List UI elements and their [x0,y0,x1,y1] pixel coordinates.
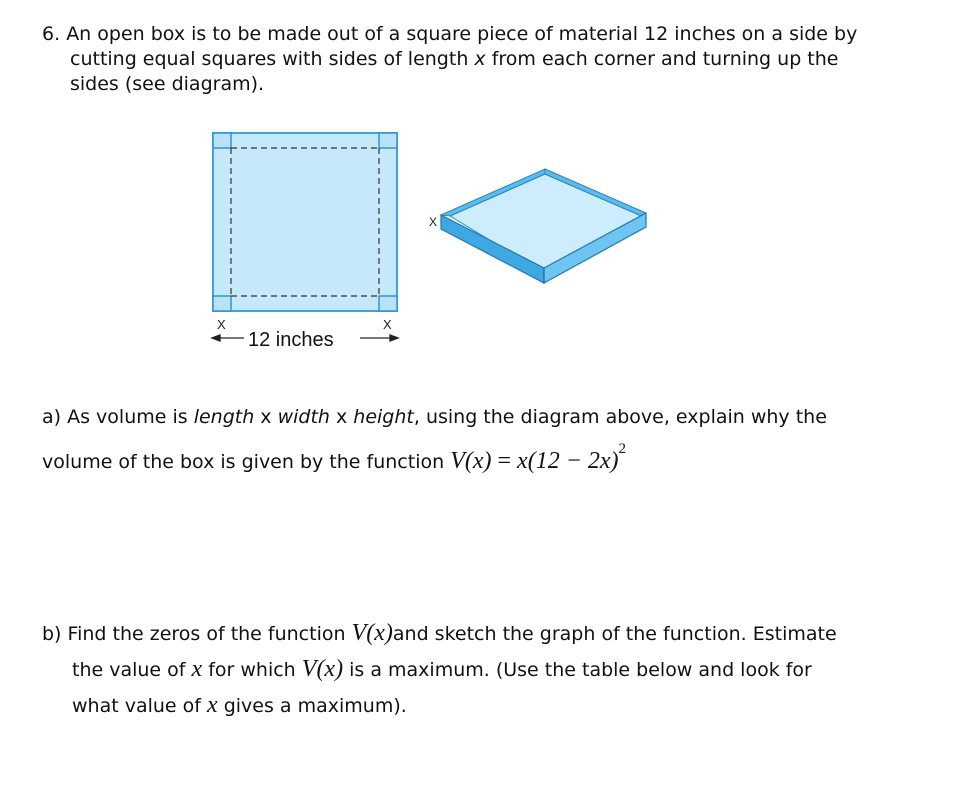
formula-equals: = [491,448,518,474]
word-length: length [193,406,255,428]
function-v-2 [302,656,343,682]
corner-square-tr [379,133,397,148]
open-box [441,169,646,283]
var-x-1: x [191,656,203,682]
fn-v-1: V [351,620,367,646]
times-2: x [329,406,354,428]
part-a-line-2 [42,436,922,481]
word-width: width [277,406,330,428]
corner-square-bl [213,296,231,311]
intro-line-2a: cutting equal squares with sides of length [70,48,475,70]
times-1: x [254,406,278,428]
formula-v: V [450,448,465,474]
formula-exponent: 2 [618,441,627,457]
formula-arg: (x) [464,448,492,474]
corner-label-right: X [383,317,392,332]
part-b-label: b) [42,623,62,645]
question-intro [42,22,922,97]
fn-arg-1: (x) [366,620,393,646]
part-b-text-1a: Find the zeros of the function [67,623,352,645]
side-length-label: 12 inches [248,329,334,351]
intro-line-1: An open box is to be made out of a square piece of material 12 inches on a side by [66,23,858,45]
formula-paren: (12 − 2x) [527,448,619,474]
intro-line-3: sides (see diagram). [70,73,265,95]
question-6 [42,22,922,97]
part-b-text-2b: for which [202,659,302,681]
part-a-line-1 [42,398,922,436]
part-b-text-3b: gives a maximum). [217,695,407,717]
part-b-line-2 [42,652,922,688]
sheet [213,133,397,311]
part-b-text-2a: the value of [72,659,192,681]
part-a-label: a) [42,406,62,428]
corner-square-br [379,296,397,311]
part-b-line-3 [42,688,922,724]
part-a [42,398,922,481]
part-b-text-1b: and sketch the graph of the function. Estimate [392,623,837,645]
corner-square-tl [213,133,231,148]
box-diagram [200,125,660,355]
intro-variable-x: x [474,48,486,70]
corner-label-left: X [217,317,226,332]
box-height-label: X [429,215,438,229]
part-a-text-2: , using the diagram above, explain why the [413,406,827,428]
intro-line-2b: from each corner and turning up the [485,48,839,70]
fn-v-2: V [301,656,317,682]
part-b-text-3a: what value of [72,695,208,717]
part-a-text-1: As volume is [67,406,194,428]
word-height: height [353,406,414,428]
question-number: 6. [42,23,61,45]
var-x-2: x [207,692,218,718]
function-v-1 [352,620,393,646]
part-b-line-1 [42,616,922,652]
part-a-text-3: volume of the box is given by the function [42,451,451,473]
volume-formula [450,441,627,474]
formula-x: x [517,448,528,474]
part-b [42,616,922,724]
part-b-text-2c: is a maximum. (Use the table below and look for [343,659,812,681]
fn-arg-2: (x) [316,656,344,682]
